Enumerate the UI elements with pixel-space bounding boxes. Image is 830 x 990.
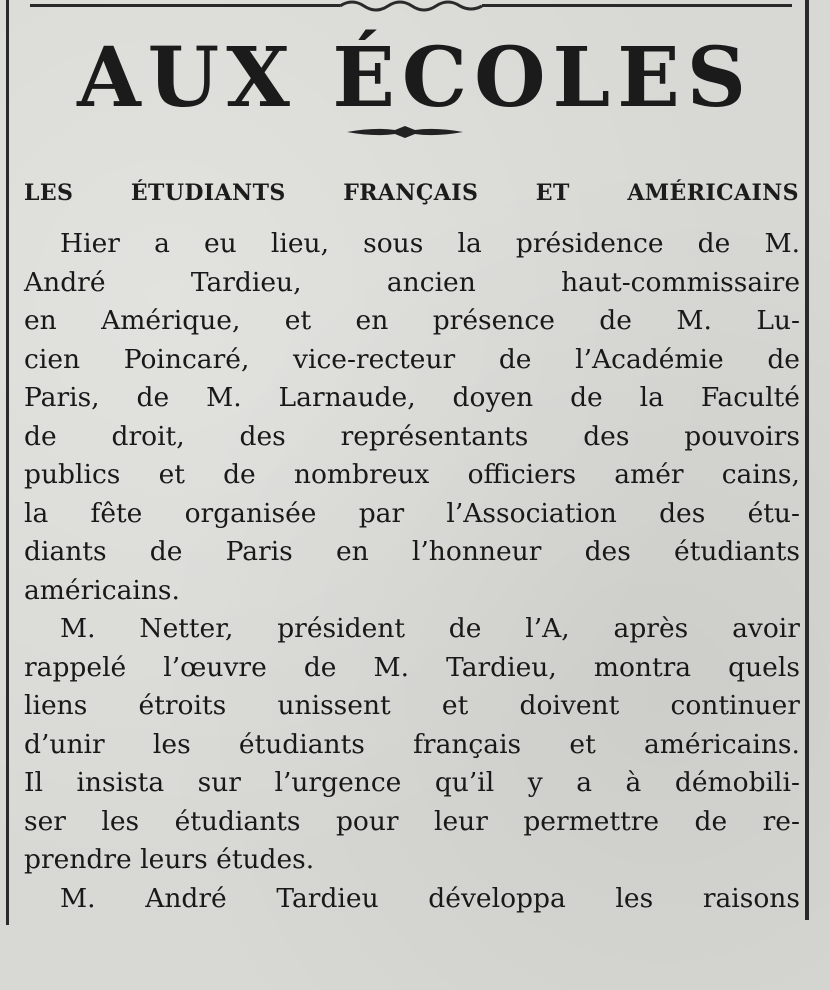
- article-word: par: [358, 497, 405, 529]
- article-word: qu’il: [434, 767, 495, 798]
- article-word: et: [441, 690, 469, 721]
- article-word: l’Académie: [575, 343, 724, 375]
- article-word: l’A,: [525, 613, 570, 644]
- article-word: ser: [24, 805, 66, 837]
- article-word: démobili-: [674, 767, 800, 798]
- article-line: [24, 687, 800, 726]
- article-word: avoir: [732, 613, 800, 644]
- article-word: de: [694, 805, 728, 837]
- subhead-word: AMÉRICAINS: [627, 180, 799, 206]
- article-line: [24, 264, 800, 303]
- article-word: doyen: [452, 382, 534, 413]
- article-word: Lu-: [756, 305, 800, 336]
- article-line: [24, 495, 800, 534]
- article-word: étudiants: [238, 728, 365, 760]
- article-word: français: [413, 728, 522, 760]
- article-line: [24, 649, 800, 688]
- article-word: permettre: [523, 805, 660, 837]
- article-word: et: [158, 459, 185, 490]
- article-word: publics: [24, 459, 121, 490]
- article-word: développa: [428, 882, 566, 914]
- article-word: nombreux: [293, 459, 430, 490]
- article-word: de: [448, 613, 482, 644]
- article-word: raisons: [702, 882, 800, 914]
- article-word: étroits: [138, 690, 227, 721]
- subhead-word: FRANÇAIS: [343, 180, 479, 206]
- article-word: sur: [197, 767, 241, 798]
- article-word: Paris: [225, 536, 293, 567]
- article-word: des: [583, 420, 630, 452]
- article-word: insista: [76, 767, 165, 798]
- article-word: leur: [434, 805, 488, 837]
- article-line: [24, 456, 800, 495]
- article-word: l’Association: [446, 497, 617, 529]
- subhead-word: ET: [535, 180, 570, 206]
- article-word: droit,: [111, 420, 185, 452]
- top-ornament-rule: [30, 0, 792, 14]
- article-word: de: [498, 343, 532, 375]
- article-word: présence: [432, 305, 555, 336]
- article-word: André: [24, 266, 106, 298]
- article-word: les: [152, 728, 191, 760]
- article-word: les: [101, 805, 140, 837]
- article-word: M.: [60, 613, 96, 644]
- article-word: la: [457, 228, 482, 259]
- article-word: doivent: [519, 690, 620, 721]
- article-word: officiers: [467, 459, 577, 490]
- article-word: sous: [363, 228, 424, 259]
- article-word: Tardieu,: [190, 266, 302, 298]
- article-word: Tardieu: [276, 882, 379, 914]
- article-word: et: [569, 728, 596, 760]
- article-word: d’unir: [24, 728, 105, 760]
- article-word: Poincaré,: [123, 343, 250, 375]
- article-word: pouvoirs: [684, 420, 800, 452]
- article-word: Amérique,: [101, 305, 241, 336]
- article-line: [24, 764, 800, 803]
- article-word: de: [136, 382, 170, 413]
- article-word: ancien: [386, 266, 476, 298]
- article-line: [24, 841, 800, 880]
- article-word: a: [576, 767, 593, 798]
- article-word: y: [527, 767, 543, 798]
- article-word: vice-recteur: [293, 343, 456, 375]
- article-word: diants: [24, 536, 107, 567]
- article-word: re-: [762, 805, 800, 837]
- article-word: la: [639, 382, 664, 413]
- article-line: [24, 379, 800, 418]
- article-line: [24, 225, 800, 264]
- article-word: les: [615, 882, 654, 914]
- article-word: de: [149, 536, 183, 567]
- article-word: M.: [676, 305, 712, 336]
- article-word: et: [284, 305, 312, 336]
- article-word: Il: [24, 767, 43, 798]
- article-word: leurs: [140, 844, 208, 875]
- article-word: quels: [728, 651, 800, 683]
- article-line: [24, 726, 800, 765]
- article-word: lieu,: [270, 228, 329, 259]
- article-line: [24, 572, 800, 611]
- article-word: après: [613, 613, 689, 644]
- article-word: de: [599, 305, 632, 336]
- article-word: Tardieu,: [446, 651, 557, 683]
- article-word: pour: [335, 805, 399, 837]
- article-word: M.: [206, 382, 242, 413]
- article-word: Larnaude,: [278, 382, 416, 413]
- article-word: Netter,: [139, 613, 234, 644]
- article-word: a: [154, 228, 170, 259]
- article-word: des: [659, 497, 706, 529]
- article-word: organisée: [184, 497, 317, 529]
- article-word: américains.: [24, 574, 180, 606]
- article-word: unissent: [277, 690, 391, 721]
- article-word: des: [239, 420, 286, 452]
- article-body: [24, 225, 800, 918]
- article-word: de: [697, 228, 731, 259]
- article-word: M.: [60, 882, 96, 914]
- subhead-word: LES: [24, 180, 74, 206]
- article-line: [24, 302, 800, 341]
- article-word: en: [355, 305, 389, 336]
- article-subhead: [24, 176, 799, 215]
- article-word: étudiants: [674, 536, 800, 567]
- article-word: amér: [614, 459, 684, 490]
- article-word: haut-commissaire: [561, 266, 800, 298]
- article-word: M.: [764, 228, 800, 259]
- article-word: de: [223, 459, 256, 490]
- article-word: continuer: [670, 690, 800, 721]
- headline-divider-ornament: [345, 124, 465, 140]
- article-word: l’urgence: [274, 767, 402, 798]
- article-word: fête: [90, 497, 143, 529]
- article-word: de: [767, 343, 800, 375]
- article-word: américains.: [643, 728, 800, 760]
- article-line: [24, 533, 800, 572]
- article-line: [24, 803, 800, 842]
- article-word: Paris,: [24, 382, 100, 413]
- article-word: André: [145, 882, 227, 914]
- article-word: M.: [373, 651, 410, 683]
- article-word: la: [24, 497, 49, 529]
- article-word: eu: [204, 228, 237, 259]
- article-word: cains,: [721, 459, 800, 490]
- article-word: présidence: [515, 228, 664, 259]
- article-word: prendre: [24, 844, 132, 875]
- article-word: représentants: [340, 420, 529, 452]
- article-word: cien: [24, 343, 81, 375]
- article-word: à: [625, 767, 642, 798]
- article-word: étu-: [747, 497, 800, 529]
- article-word: montra: [593, 651, 692, 683]
- article-word: étudiants: [174, 805, 301, 837]
- article-line: [24, 880, 800, 919]
- article-word: de: [570, 382, 603, 413]
- article-word: en: [335, 536, 369, 567]
- article-headline: AUX ÉCOLES: [77, 30, 753, 126]
- right-column-rule: [805, 0, 809, 920]
- article-word: des: [584, 536, 631, 567]
- left-column-rule: [6, 0, 9, 925]
- article-word: rappelé: [24, 651, 127, 683]
- article-word: président: [277, 613, 405, 644]
- article-line: [24, 610, 800, 649]
- article-word: de: [24, 420, 57, 452]
- article-word: Faculté: [700, 382, 800, 413]
- subhead-word: ÉTUDIANTS: [130, 180, 286, 206]
- article-word: l’œuvre: [163, 651, 267, 683]
- article-word: en: [24, 305, 57, 336]
- article-line: [24, 341, 800, 380]
- article-line: [24, 418, 800, 457]
- article-word: liens: [24, 690, 88, 721]
- article-word: études.: [216, 844, 315, 875]
- article-word: Hier: [60, 228, 120, 259]
- article-word: l’honneur: [411, 536, 542, 567]
- article-word: de: [303, 651, 337, 683]
